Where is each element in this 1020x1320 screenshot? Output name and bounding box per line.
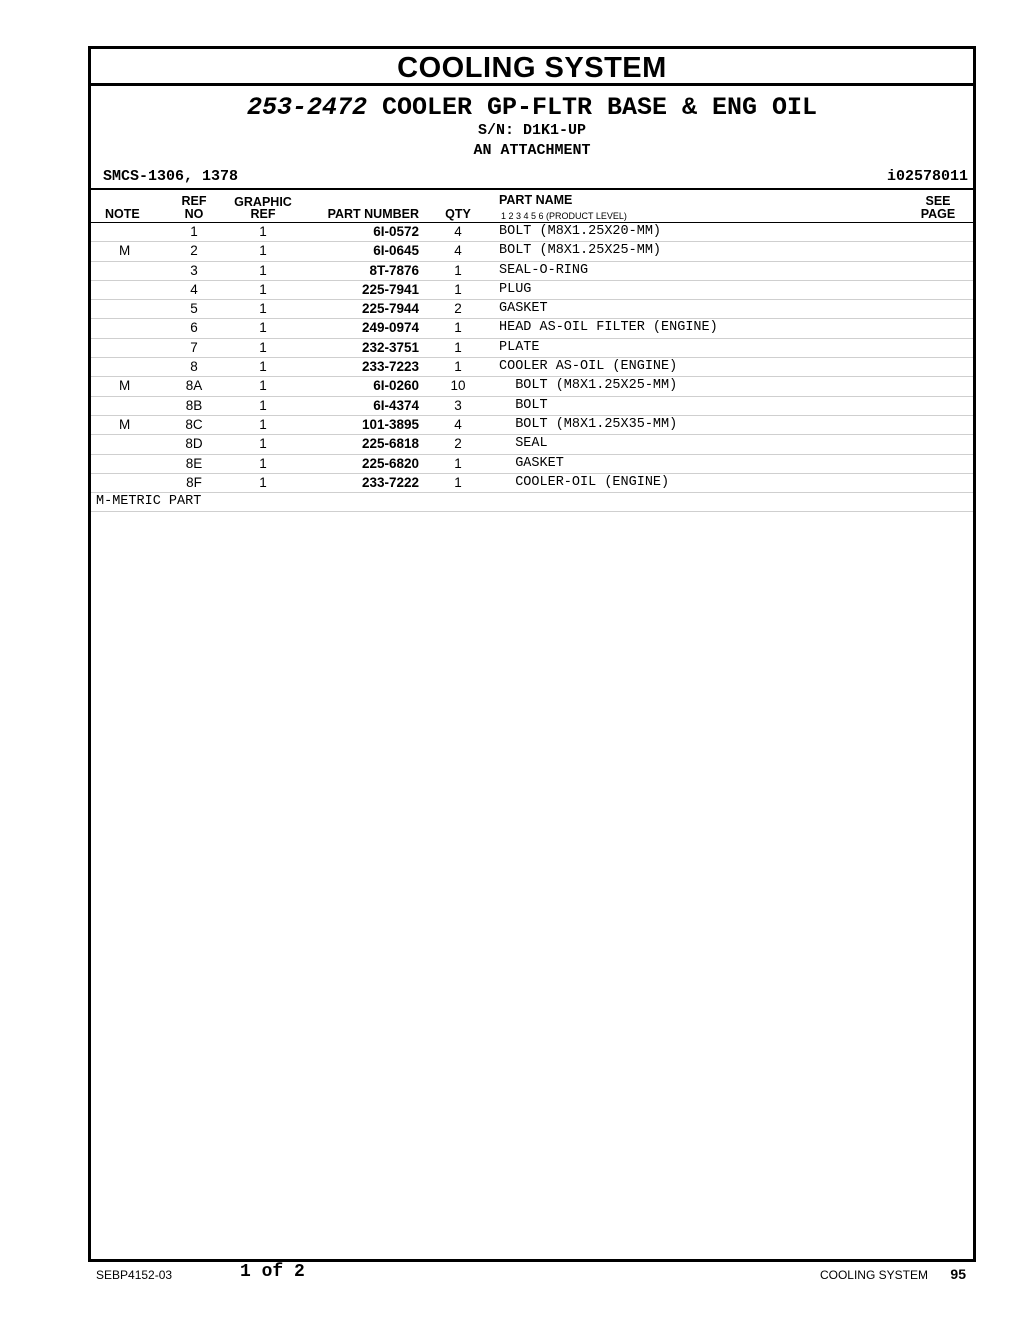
- group-title-line: [91, 95, 973, 121]
- graphic-ref-cell: 1: [259, 281, 267, 297]
- graphic-ref-cell: 1: [259, 474, 267, 490]
- column-headers: [91, 190, 973, 223]
- part-name-cell: PLATE: [499, 339, 540, 355]
- part-number-cell: 225-7941: [361, 281, 419, 297]
- graphic-ref-cell: 1: [259, 243, 267, 259]
- part-name-cell: GASKET: [499, 455, 564, 471]
- ref-no-cell: 6: [190, 320, 198, 336]
- page-footer: [0, 1262, 1020, 1292]
- table-row: [91, 339, 973, 358]
- part-name-cell: BOLT (M8X1.25X25-MM): [499, 378, 678, 394]
- table-row: [91, 223, 973, 242]
- part-number-cell: 225-7944: [361, 301, 419, 317]
- col-note: NOTE: [105, 207, 140, 221]
- qty-cell: 1: [454, 455, 462, 471]
- col-ref-bottom: NO: [184, 207, 204, 221]
- part-number-cell: 225-6820: [361, 455, 419, 471]
- ref-no-cell: 8E: [185, 455, 203, 471]
- part-name-cell: PLUG: [499, 281, 532, 297]
- table-row: [91, 358, 973, 377]
- part-name-cell: GASKET: [499, 301, 548, 317]
- meta-line: [91, 167, 973, 190]
- col-part-name: PART NAME: [499, 193, 573, 207]
- table-row: [91, 300, 973, 319]
- page-number: 95: [950, 1266, 966, 1282]
- ref-no-cell: 8A: [185, 378, 203, 394]
- part-number-cell: 233-7222: [361, 474, 419, 490]
- doc-id: SEBP4152-03: [96, 1268, 173, 1282]
- ref-no-cell: 7: [190, 339, 198, 355]
- part-number-cell: 6I-0572: [373, 224, 419, 239]
- part-number-cell: 8T-7876: [369, 262, 419, 278]
- graphic-ref-cell: 1: [259, 301, 267, 317]
- part-number-cell: 233-7223: [361, 359, 419, 375]
- ref-no-cell: 8: [190, 359, 198, 375]
- part-name-cell: HEAD AS-OIL FILTER (ENGINE): [499, 320, 718, 336]
- col-ref-top: REF: [181, 194, 207, 208]
- footnote: M-METRIC PART: [91, 493, 973, 512]
- ref-no-cell: 3: [190, 262, 198, 278]
- note-cell: M: [119, 378, 131, 394]
- part-number-cell: 6I-4374: [373, 397, 419, 413]
- part-name-cell: BOLT (M8X1.25X35-MM): [499, 416, 678, 432]
- qty-cell: 3: [454, 397, 462, 413]
- table-row: [91, 474, 973, 493]
- part-name-cell: BOLT (M8X1.25X20-MM): [499, 224, 662, 239]
- table-row: [91, 397, 973, 416]
- col-part-number: PART NUMBER: [327, 207, 419, 221]
- ref-no-cell: 8B: [185, 397, 203, 413]
- table-row: [91, 435, 973, 454]
- graphic-ref-cell: 1: [259, 359, 267, 375]
- graphic-ref-cell: 1: [259, 378, 267, 394]
- part-number-cell: 6I-0260: [373, 378, 419, 394]
- qty-cell: 4: [454, 224, 462, 239]
- col-see-bottom: PAGE: [920, 207, 956, 221]
- qty-cell: 1: [454, 320, 462, 336]
- footer-section: COOLING SYSTEM: [819, 1268, 928, 1282]
- group-number: 253-2472: [246, 93, 367, 122]
- page-of: 1 of 2: [240, 1262, 305, 1282]
- qty-cell: 2: [454, 301, 462, 317]
- col-qty: QTY: [445, 207, 471, 221]
- part-name-cell: COOLER AS-OIL (ENGINE): [499, 359, 678, 375]
- col-see-top: SEE: [925, 194, 951, 208]
- graphic-ref-cell: 1: [259, 455, 267, 471]
- table-row: [91, 416, 973, 435]
- table-row: [91, 281, 973, 300]
- qty-cell: 4: [454, 416, 462, 432]
- graphic-ref-cell: 1: [259, 262, 267, 278]
- part-name-cell: SEAL: [499, 436, 548, 452]
- part-name-cell: SEAL-O-RING: [499, 262, 589, 278]
- qty-cell: 1: [454, 359, 462, 375]
- col-graphic-top: GRAPHIC: [234, 195, 292, 209]
- ref-no-cell: 4: [190, 281, 198, 297]
- group-type: AN ATTACHMENT: [473, 142, 591, 159]
- ref-no-cell: 5: [190, 301, 198, 317]
- qty-cell: 1: [454, 262, 462, 278]
- graphic-ref-cell: 1: [259, 416, 267, 432]
- graphic-ref-cell: 1: [259, 436, 267, 452]
- part-number-cell: 232-3751: [361, 339, 419, 355]
- serial-range: S/N: D1K1-UP: [477, 122, 587, 139]
- table-row: [91, 455, 973, 474]
- col-graphic-bottom: REF: [250, 207, 276, 221]
- note-cell: M: [119, 243, 131, 259]
- graphic-ref-cell: 1: [259, 224, 267, 239]
- table-row: [91, 319, 973, 338]
- qty-cell: 1: [454, 339, 462, 355]
- ref-no-cell: 8D: [185, 436, 203, 452]
- part-name-cell: COOLER-OIL (ENGINE): [499, 474, 670, 490]
- smcs-codes: SMCS-1306, 1378: [103, 168, 239, 185]
- ref-no-cell: 1: [190, 224, 198, 239]
- parts-page-frame: [88, 46, 976, 1262]
- qty-cell: 1: [454, 474, 462, 490]
- part-number-cell: 6I-0645: [373, 243, 419, 259]
- qty-cell: 4: [454, 243, 462, 259]
- table-row: [91, 377, 973, 396]
- section-title: COOLING SYSTEM: [91, 49, 973, 86]
- graphic-ref-cell: 1: [259, 320, 267, 336]
- part-number-cell: 225-6818: [361, 436, 419, 452]
- group-title: COOLER GP-FLTR BASE & ENG OIL: [381, 93, 818, 122]
- part-number-cell: 249-0974: [361, 320, 419, 336]
- graphic-ref-cell: 1: [259, 339, 267, 355]
- table-row: [91, 242, 973, 261]
- parts-table: [91, 223, 973, 493]
- illustration-id: i02578011: [886, 168, 968, 185]
- product-levels: 1 2 3 4 5 6 (PRODUCT LEVEL): [501, 211, 627, 221]
- table-row: [91, 262, 973, 281]
- group-header: [91, 95, 973, 161]
- ref-no-cell: 2: [190, 243, 198, 259]
- ref-no-cell: 8C: [185, 416, 203, 432]
- part-number-cell: 101-3895: [361, 416, 419, 432]
- note-cell: M: [119, 416, 131, 432]
- part-name-cell: BOLT: [499, 397, 548, 413]
- part-name-cell: BOLT (M8X1.25X25-MM): [499, 243, 662, 259]
- qty-cell: 1: [454, 281, 462, 297]
- graphic-ref-cell: 1: [259, 397, 267, 413]
- qty-cell: 10: [450, 378, 466, 394]
- ref-no-cell: 8F: [186, 474, 202, 490]
- qty-cell: 2: [454, 436, 462, 452]
